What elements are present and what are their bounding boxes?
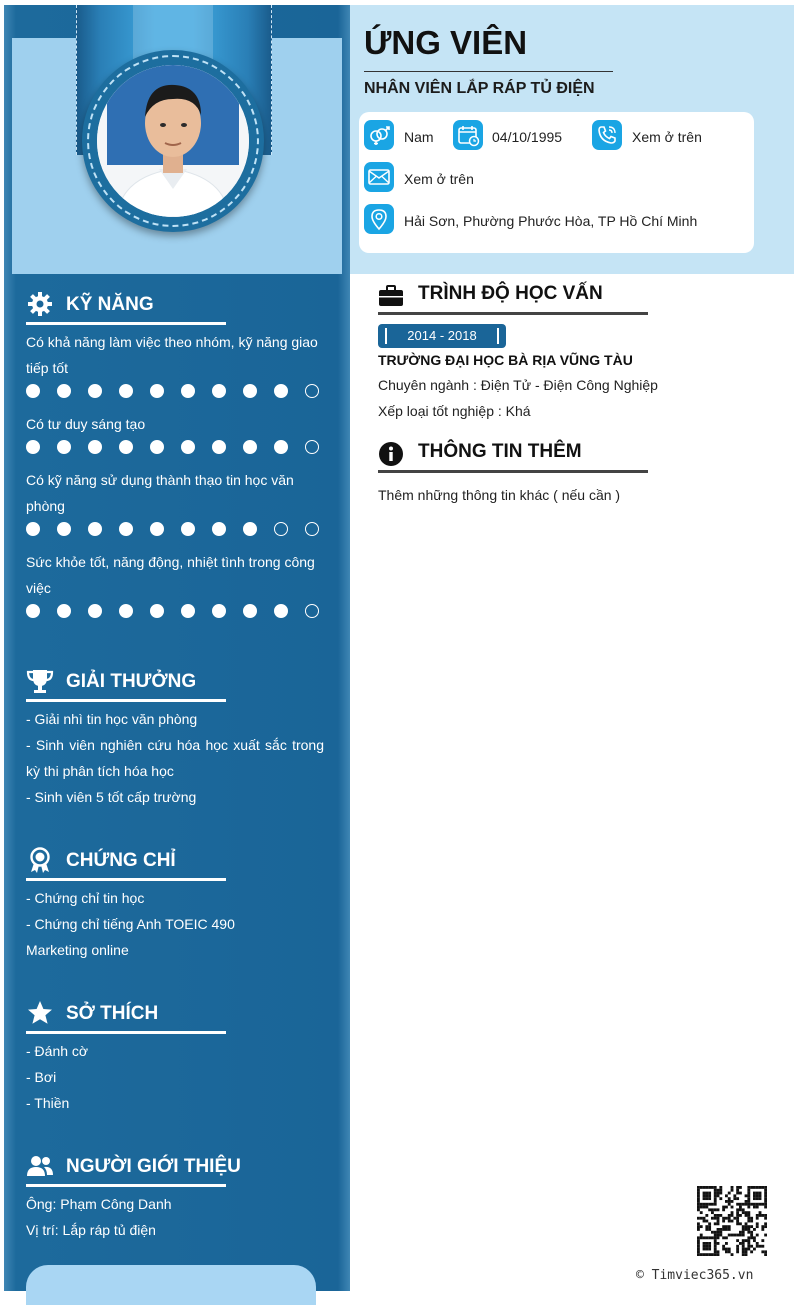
- education-major: Chuyên ngành : Điện Tử - Điện Công Nghiệp: [378, 377, 658, 393]
- info-icon: [378, 441, 404, 467]
- reference-item: Vị trí: Lắp ráp tủ điện: [26, 1222, 156, 1238]
- rating-dot-filled: [150, 440, 164, 454]
- rating-dot-filled: [88, 440, 102, 454]
- references-header: [26, 1150, 241, 1187]
- certificate-item: - Chứng chỉ tin học: [26, 890, 145, 906]
- skills-header: [26, 288, 226, 325]
- rating-dot-filled: [274, 604, 288, 618]
- reference-item: Ông: Phạm Công Danh: [26, 1196, 172, 1212]
- rating-dot-filled: [243, 440, 257, 454]
- award-item: - Giải nhì tin học văn phòng: [26, 711, 198, 727]
- rating-dot-filled: [57, 604, 71, 618]
- rating-dot-filled: [119, 384, 133, 398]
- skill-text: Có kỹ năng sử dụng thành thạo tin học văn phòng: [26, 472, 294, 514]
- rating-dot-filled: [26, 440, 40, 454]
- extra-info-header: [378, 438, 648, 473]
- rating-dot-filled: [57, 384, 71, 398]
- rating-dot-filled: [243, 604, 257, 618]
- gender-text: Nam: [404, 129, 434, 145]
- job-title: NHÂN VIÊN LẮP RÁP TỦ ĐIỆN: [364, 80, 595, 97]
- hobby-item: - Đánh cờ: [26, 1043, 89, 1059]
- rating-dot-filled: [150, 604, 164, 618]
- avatar: [97, 65, 249, 217]
- rating-dot-filled: [119, 440, 133, 454]
- rating-dot-filled: [243, 522, 257, 536]
- education-period: 2014 - 2018: [378, 324, 506, 348]
- candidate-name: ỨNG VIÊN: [364, 24, 528, 61]
- hobbies-title: SỞ THÍCH: [66, 1003, 159, 1024]
- rating-dot-filled: [26, 604, 40, 618]
- skills-title: KỸ NĂNG: [66, 294, 154, 315]
- extra-info-title: THÔNG TIN THÊM: [418, 441, 582, 462]
- rating-dot-empty: [305, 604, 319, 618]
- calendar-icon: [453, 120, 483, 150]
- rating-dot-empty: [305, 384, 319, 398]
- rating-dot-filled: [150, 384, 164, 398]
- rating-dot-filled: [212, 440, 226, 454]
- sidebar-bottom-tab: [26, 1265, 316, 1305]
- certificates-title: CHỨNG CHỈ: [66, 850, 176, 871]
- skill-rating: [26, 522, 326, 538]
- rating-dot-filled: [243, 384, 257, 398]
- rating-dot-filled: [119, 604, 133, 618]
- certificates-header: [26, 844, 226, 881]
- award-item: - Sinh viên 5 tốt cấp trường: [26, 789, 197, 805]
- name-divider: [364, 71, 613, 72]
- rating-dot-empty: [305, 522, 319, 536]
- rating-dot-filled: [57, 440, 71, 454]
- email-text: Xem ở trên: [404, 171, 474, 187]
- medal-icon: [26, 846, 54, 874]
- rating-dot-filled: [181, 384, 195, 398]
- rating-dot-empty: [274, 522, 288, 536]
- rating-dot-filled: [181, 522, 195, 536]
- star-icon: [26, 999, 54, 1027]
- rating-dot-filled: [181, 604, 195, 618]
- skill-rating: [26, 384, 326, 400]
- skill-text: Có tư duy sáng tạo: [26, 416, 146, 432]
- avatar-photo-icon: [97, 65, 249, 217]
- rating-dot-filled: [181, 440, 195, 454]
- rating-dot-filled: [274, 384, 288, 398]
- rating-dot-filled: [119, 522, 133, 536]
- award-item: - Sinh viên nghiên cứu hóa học xuất sắc trong kỳ thi phân tích hóa học: [26, 737, 324, 779]
- address-text: Hải Sơn, Phường Phước Hòa, TP Hồ Chí Minh: [404, 213, 698, 229]
- rating-dot-filled: [150, 522, 164, 536]
- certificate-item: Marketing online: [26, 942, 129, 958]
- references-title: NGƯỜI GIỚI THIỆU: [66, 1156, 241, 1177]
- certificate-item: - Chứng chỉ tiếng Anh TOEIC 490: [26, 916, 235, 932]
- rating-dot-filled: [26, 384, 40, 398]
- gear-icon: [26, 290, 54, 318]
- skill-rating: [26, 440, 326, 456]
- education-header: [378, 280, 648, 315]
- hobby-item: - Bơi: [26, 1069, 57, 1085]
- gender-icon: [364, 120, 394, 150]
- skill-rating: [26, 604, 326, 620]
- hobbies-header: [26, 997, 226, 1034]
- users-icon: [26, 1152, 54, 1180]
- location-icon: [364, 204, 394, 234]
- skill-text: Sức khỏe tốt, năng động, nhiệt tình trong công việc: [26, 554, 315, 596]
- skill-text: Có khả năng làm việc theo nhóm, kỹ năng giao tiếp tốt: [26, 334, 318, 376]
- briefcase-icon: [378, 283, 404, 309]
- school-name: TRƯỜNG ĐẠI HỌC BÀ RỊA VŨNG TÀU: [378, 352, 633, 368]
- rating-dot-filled: [88, 604, 102, 618]
- hobby-item: - Thiền: [26, 1095, 70, 1111]
- phone-icon: [592, 120, 622, 150]
- rating-dot-filled: [88, 522, 102, 536]
- email-icon: [364, 162, 394, 192]
- rating-dot-filled: [57, 522, 71, 536]
- extra-info-text: Thêm những thông tin khác ( nếu cần ): [378, 487, 621, 503]
- rating-dot-filled: [26, 522, 40, 536]
- copyright: © Timviec365.vn: [636, 1268, 754, 1283]
- rating-dot-empty: [305, 440, 319, 454]
- awards-header: [26, 665, 226, 702]
- education-grade: Xếp loại tốt nghiệp : Khá: [378, 403, 531, 419]
- education-title: TRÌNH ĐỘ HỌC VẤN: [418, 283, 603, 304]
- birthday-text: 04/10/1995: [492, 129, 563, 145]
- trophy-icon: [26, 667, 54, 695]
- rating-dot-filled: [212, 522, 226, 536]
- qr-code-icon: [697, 1186, 767, 1256]
- awards-title: GIẢI THƯỞNG: [66, 671, 197, 692]
- rating-dot-filled: [212, 604, 226, 618]
- rating-dot-filled: [88, 384, 102, 398]
- rating-dot-filled: [274, 440, 288, 454]
- rating-dot-filled: [212, 384, 226, 398]
- avatar-badge: [82, 50, 264, 232]
- phone-text: Xem ở trên: [632, 129, 702, 145]
